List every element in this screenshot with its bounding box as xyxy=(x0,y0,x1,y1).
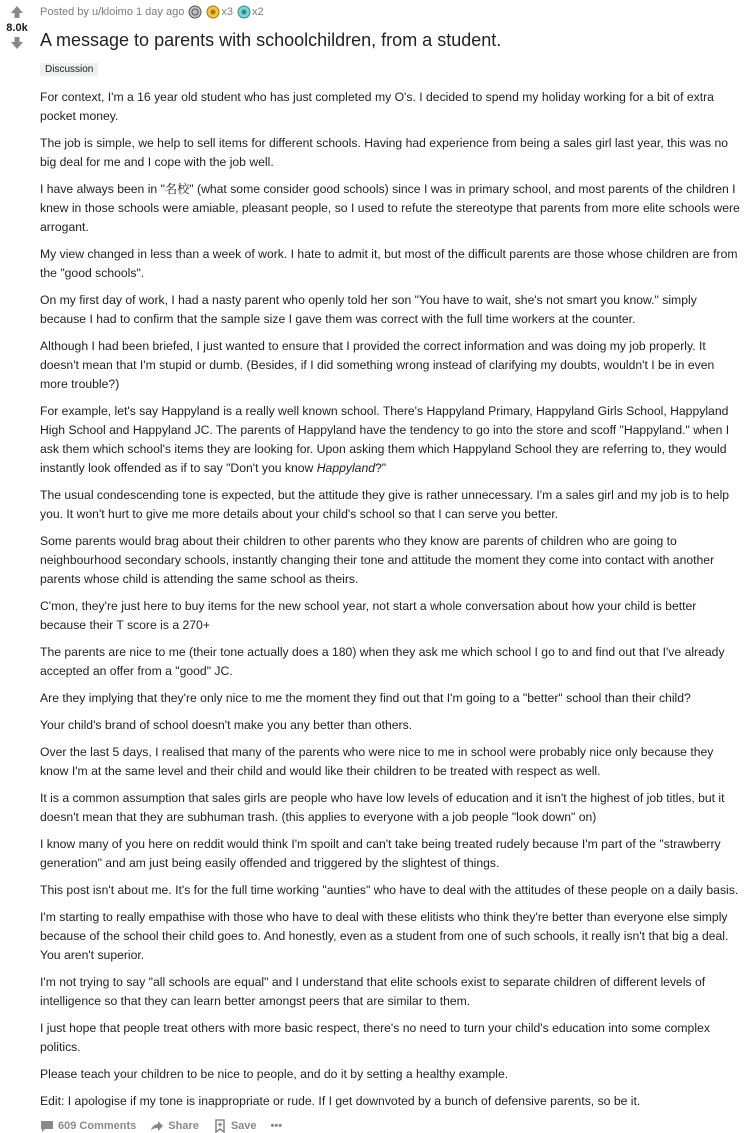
save-button[interactable] xyxy=(213,1119,257,1133)
paragraph: Over the last 5 days, I realised that many of the parents who were nice to me in school were probably nice only because they know I'm at the same level and their child and would like their children to be treated with respect as well. xyxy=(40,745,714,778)
paragraph: The job is simple, we help to sell items for different schools. Having had experience from being a sales girl last year, this was no big deal for me and I cope with the job well. xyxy=(40,136,729,169)
paragraph: My view changed in less than a week of work. I hate to admit it, but most of the difficult parents are those whose children are from the "good schools". xyxy=(40,247,738,280)
more-options-button[interactable] xyxy=(271,1120,283,1132)
posted-by[interactable]: Posted by u/kloimo 1 day ago xyxy=(40,6,185,18)
post-meta xyxy=(40,1,745,23)
post-body xyxy=(40,88,745,1111)
downvote-icon[interactable] xyxy=(10,36,24,50)
silver-award-icon xyxy=(188,5,202,19)
paragraph: I just hope that people treat others with more basic respect, there's no need to turn your child's education into some complex politics. xyxy=(40,1021,710,1054)
silver-award[interactable] xyxy=(188,5,202,19)
paragraph: This post isn't about me. It's for the full time working "aunties" who have to deal with the attitudes of these people on a daily basis. xyxy=(40,883,739,897)
post-title[interactable]: A message to parents with schoolchildren, from a student. xyxy=(40,30,502,50)
paragraph: Are they implying that they're only nice to me the moment they find out that I'm going to a "better" school than their child? xyxy=(40,691,691,705)
paragraph: For context, I'm a 16 year old student who has just completed my O's. I decided to spend my holiday working for a bit of extra pocket money. xyxy=(40,90,714,123)
post-content xyxy=(40,0,745,1133)
paragraph: I'm not trying to say "all schools are equal" and I understand that elite schools exist to separate children of different levels of intelligence so that they can learn better amongst peers that are similar to them. xyxy=(40,975,706,1008)
gold-award-icon xyxy=(206,5,220,19)
paragraph: I have always been in "名校" (what some consider good schools) since I was in primary school, and most parents of the children I knew in those schools were amiable, pleasant people, so I used to refute the stereotype that parents from more elite schools were arrogant. xyxy=(40,182,740,234)
helpful-award-count: x2 xyxy=(251,6,264,18)
post-flair[interactable]: Discussion xyxy=(40,63,98,76)
paragraph: The parents are nice to me (their tone actually does a 180) when they ask me which school I go to and find out that I've already accepted an offer from a "good" JC. xyxy=(40,645,725,678)
gold-award-count: x3 xyxy=(221,6,233,18)
paragraph-text: For example, let's say Happyland is a really well known school. There's Happyland Primary, Happyland Girls School, Happyland High School and Happyland JC. The parents of Happyland have the tendency to go into the store and scoff "Happyland." when I ask them which school's items they are looking for. Upon asking them which Happyland School they are referring to, they would instantly look offended as if to say "Don't you know xyxy=(40,404,730,475)
share-icon xyxy=(150,1119,164,1133)
paragraph: I know many of you here on reddit would think I'm spoilt and can't take being treated rudely because I'm part of the "strawberry generation" and am just being easily offended and triggered by the slightest of things. xyxy=(40,837,721,870)
helpful-award-icon xyxy=(237,5,251,19)
paragraph: It is a common assumption that sales girls are people who have low levels of education and it isn't the highest of job titles, but it doesn't mean that they are subhuman trash. (this applies to everyone with a job people "look down" on) xyxy=(40,791,725,824)
paragraph: C'mon, they're just here to buy items for the new school year, not start a whole conversation about how your child is better because their T score is a 270+ xyxy=(40,599,697,632)
post-footer xyxy=(40,1119,745,1133)
vote-column xyxy=(0,0,34,50)
gold-award[interactable] xyxy=(206,5,233,19)
paragraph: The usual condescending tone is expected, but the attitude they give is rather unnecessary. I'm a sales girl and my job is to help you. It won't hurt to give me more details about your child's school so that I can serve you better. xyxy=(40,488,730,521)
helpful-award[interactable] xyxy=(237,5,264,19)
paragraph: On my first day of work, I had a nasty parent who openly told her son "You have to wait, she's not smart you know." simply because I had to confirm that the sample size I gave them was correct with the full time workers at the counter. xyxy=(40,293,697,326)
paragraph xyxy=(40,402,745,478)
comments-button[interactable] xyxy=(40,1119,136,1133)
paragraph: Edit: I apologise if my tone is inappropriate or rude. If I get downvoted by a bunch of defensive parents, so be it. xyxy=(40,1094,641,1108)
share-button[interactable] xyxy=(150,1119,199,1133)
paragraph: Although I had been briefed, I just wanted to ensure that I provided the correct information and was doing my job properly. It doesn't mean that I'm stupid or dumb. (Besides, if I did something wrong instead of clarifying my doubts, wouldn't I be in even more trouble?) xyxy=(40,339,715,391)
paragraph: Your child's brand of school doesn't make you any better than others. xyxy=(40,718,413,732)
more-icon: ••• xyxy=(270,1120,283,1132)
upvote-icon[interactable] xyxy=(10,5,24,19)
bookmark-icon xyxy=(213,1119,227,1133)
share-label: Share xyxy=(168,1120,199,1132)
comments-label: 609 Comments xyxy=(58,1120,137,1132)
emphasis-suffix: ?" xyxy=(375,461,387,475)
paragraph: I'm starting to really empathise with those who have to deal with these elitists who think they're better than everyone else simply because of the school their child goes to. And honestly, even as a student from one of such schools, it really isn't that big a deal. You aren't superior. xyxy=(40,910,729,962)
emphasis-text: Happyland xyxy=(316,461,376,475)
paragraph: Some parents would brag about their children to other parents who they know are parents of children who are going to neighbourhood secondary schools, instantly changing their tone and attitude the moment they come into contact with another parents whose child is attending the same school as theirs. xyxy=(40,534,715,586)
comment-icon xyxy=(40,1119,54,1133)
vote-score: 8.0k xyxy=(6,22,28,34)
save-label: Save xyxy=(230,1120,257,1132)
paragraph: Please teach your children to be nice to people, and do it by setting a healthy example. xyxy=(40,1067,509,1081)
